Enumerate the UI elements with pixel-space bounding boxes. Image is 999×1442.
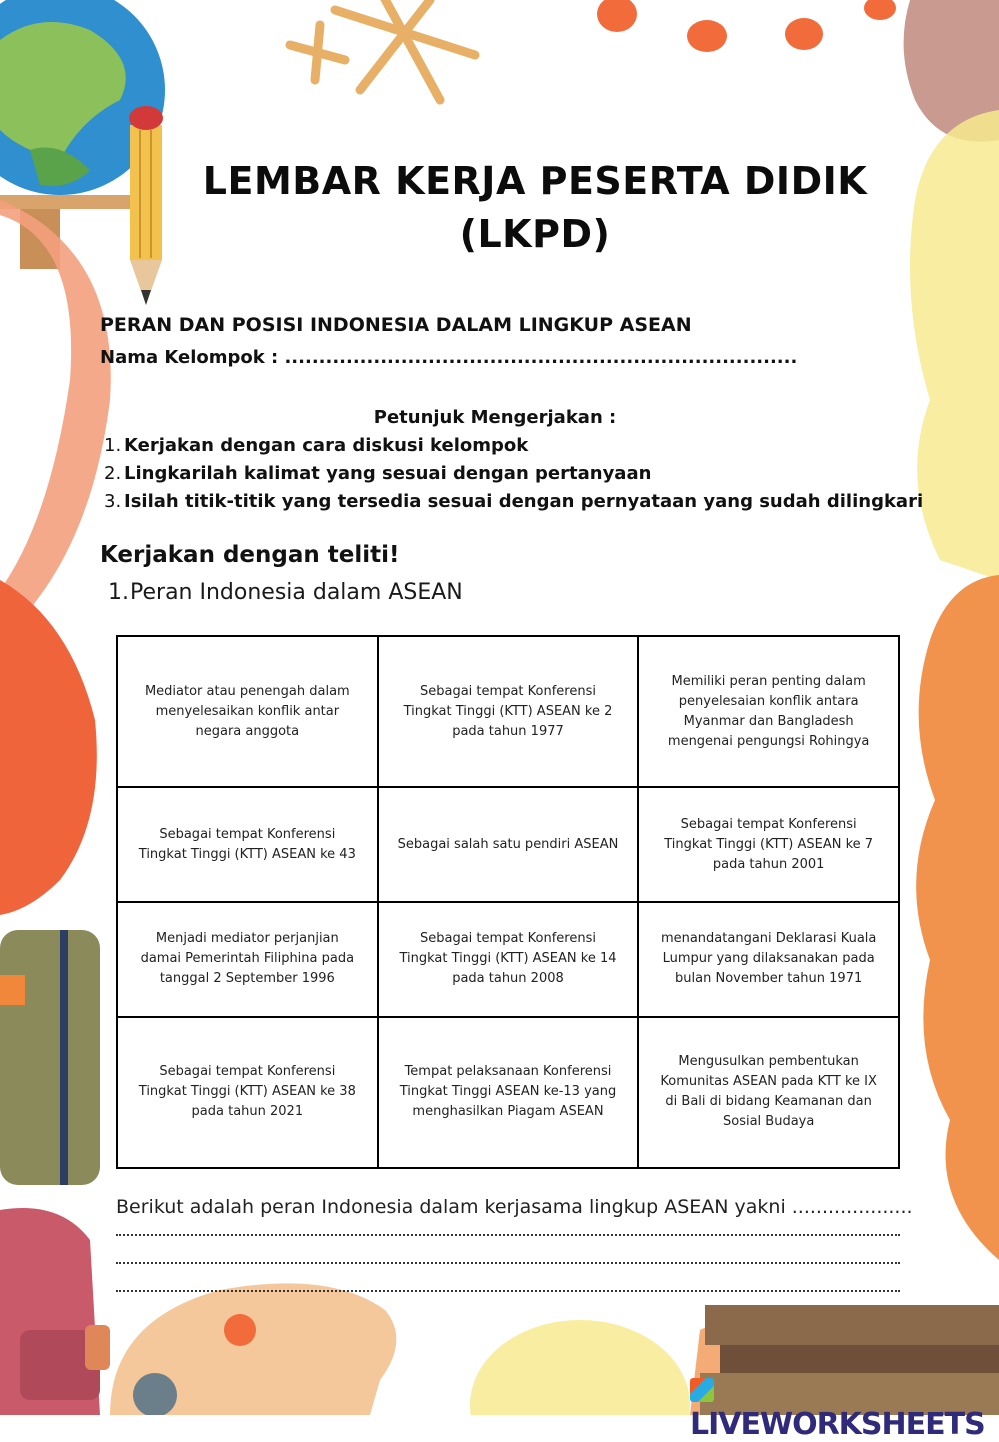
- instruction-item: 3. Isilah titik-titik yang tersedia sesuai dengan pernyataan yang sudah dilingkari: [104, 491, 924, 512]
- option-cell[interactable]: Sebagai salah satu pendiri ASEAN: [378, 787, 639, 902]
- option-cell[interactable]: Menjadi mediator perjanjian damai Pemerintah Filiphina pada tanggal 2 September 1996: [117, 902, 378, 1017]
- option-cell[interactable]: menandatangani Deklarasi Kuala Lumpur yang dilaksanakan pada bulan November tahun 1971: [638, 902, 899, 1017]
- table-row: [117, 787, 899, 902]
- options-table: [116, 635, 900, 1169]
- book-icon: [0, 930, 100, 1185]
- page-title: [100, 155, 970, 261]
- answer-line[interactable]: [116, 1232, 900, 1236]
- section-title: 1.Peran Indonesia dalam ASEAN: [108, 580, 463, 605]
- answer-prompt: Berikut adalah peran Indonesia dalam kerjasama lingkup ASEAN yakni ....................: [116, 1196, 913, 1218]
- option-cell[interactable]: Mediator atau penengah dalam menyelesaikan konflik antar negara anggota: [117, 636, 378, 787]
- worksheet-subtitle: PERAN DAN POSISI INDONESIA DALAM LINGKUP ASEAN: [100, 314, 692, 336]
- option-cell[interactable]: Sebagai tempat Konferensi Tingkat Tinggi (KTT) ASEAN ke 7 pada tahun 2001: [638, 787, 899, 902]
- table-row: [117, 902, 899, 1017]
- table-row: [117, 1017, 899, 1169]
- option-cell[interactable]: Sebagai tempat Konferensi Tingkat Tinggi (KTT) ASEAN ke 43: [117, 787, 378, 902]
- group-name-field[interactable]: Nama Kelompok : ...........................................................................: [100, 347, 798, 368]
- option-cell[interactable]: Tempat pelaksanaan Konferensi Tingkat Tinggi ASEAN ke-13 yang menghasilkan Piagam ASEAN: [378, 1017, 639, 1169]
- backpack-icon: [0, 1208, 110, 1415]
- option-cell[interactable]: Sebagai tempat Konferensi Tingkat Tinggi (KTT) ASEAN ke 38 pada tahun 2021: [117, 1017, 378, 1169]
- option-cell[interactable]: Memiliki peran penting dalam penyelesaian konflik antara Myanmar dan Bangladesh mengenai pengungsi Rohingya: [638, 636, 899, 787]
- table-row: [117, 636, 899, 787]
- instructions-list: [104, 432, 923, 516]
- option-cell[interactable]: Mengusulkan pembentukan Komunitas ASEAN pada KTT ke IX di Bali di bidang Keamanan dan Sosial Budaya: [638, 1017, 899, 1169]
- title-line-1: LEMBAR KERJA PESERTA DIDIK: [202, 159, 868, 203]
- title-line-2: (LKPD): [459, 212, 611, 256]
- instructions-heading: Petunjuk Mengerjakan :: [373, 407, 617, 428]
- option-cell[interactable]: Sebagai tempat Konferensi Tingkat Tinggi (KTT) ASEAN ke 14 pada tahun 2008: [378, 902, 639, 1017]
- instruction-item: 1. Kerjakan dengan cara diskusi kelompok: [104, 435, 529, 456]
- answer-line[interactable]: [116, 1288, 900, 1292]
- option-cell[interactable]: Sebagai tempat Konferensi Tingkat Tinggi (KTT) ASEAN ke 2 pada tahun 1977: [378, 636, 639, 787]
- liveworksheets-icon: [690, 1378, 714, 1402]
- answer-line[interactable]: [116, 1260, 900, 1264]
- liveworksheets-logo: LIVEWORKSHEETS: [690, 1372, 999, 1442]
- instruction-item: 2. Lingkarilah kalimat yang sesuai dengan pertanyaan: [104, 463, 652, 484]
- palette-icon: [110, 1283, 396, 1415]
- star-icon: [290, 0, 475, 100]
- work-heading: Kerjakan dengan teliti!: [100, 542, 400, 568]
